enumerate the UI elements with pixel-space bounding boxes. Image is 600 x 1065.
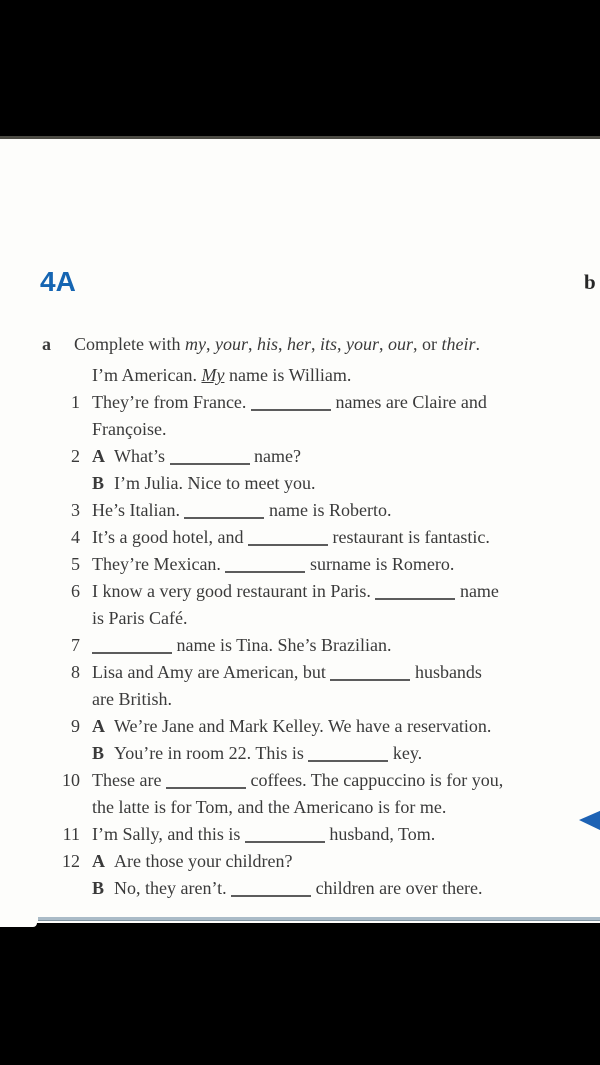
text-segment: husband, Tom. bbox=[324, 824, 436, 844]
text-segment: restaurant is fantastic. bbox=[327, 527, 490, 547]
exercise-line bbox=[40, 686, 588, 713]
exercise-line bbox=[40, 767, 588, 794]
item-text bbox=[92, 767, 503, 794]
text-segment: . bbox=[475, 334, 481, 354]
item-text bbox=[92, 686, 172, 713]
instruction-text bbox=[74, 331, 480, 358]
answer-blank bbox=[170, 452, 250, 465]
speaker-label: A bbox=[92, 716, 105, 736]
prev-arrow-icon[interactable] bbox=[579, 810, 600, 831]
item-number: 11 bbox=[62, 824, 80, 844]
answer-blank bbox=[308, 749, 388, 762]
answer-blank bbox=[251, 398, 331, 411]
item-text bbox=[92, 362, 351, 389]
exercise-a-block bbox=[40, 331, 588, 902]
text-segment: name is William. bbox=[224, 365, 352, 385]
text-segment: It’s a good hotel, and bbox=[92, 527, 248, 547]
text-segment: They’re Mexican. bbox=[92, 554, 226, 574]
answer-blank bbox=[225, 560, 305, 573]
item-text bbox=[92, 470, 315, 497]
page-corner bbox=[0, 923, 37, 927]
text-segment: coffees. The cappuccino is for you, bbox=[245, 770, 504, 790]
adjacent-exercise-label: b bbox=[584, 270, 596, 294]
exercise-line bbox=[40, 659, 588, 686]
text-segment: What’s bbox=[114, 446, 170, 466]
text-segment: I’m Julia. Nice to meet you. bbox=[114, 473, 316, 493]
item-number bbox=[40, 416, 80, 443]
text-segment: husbands bbox=[410, 662, 482, 682]
text-segment: their bbox=[441, 334, 476, 354]
exercise-line bbox=[40, 416, 588, 443]
exercise-line bbox=[40, 389, 588, 416]
speaker-label: B bbox=[92, 473, 105, 493]
exercise-line bbox=[40, 497, 588, 524]
text-segment: are British. bbox=[92, 689, 172, 709]
text-segment: , bbox=[311, 334, 321, 354]
item-text bbox=[92, 605, 187, 632]
item-number bbox=[40, 362, 80, 389]
item-text bbox=[92, 551, 454, 578]
text-segment: surname is Romero. bbox=[305, 554, 455, 574]
item-number: 4 bbox=[71, 527, 80, 547]
item-text bbox=[92, 524, 490, 551]
text-segment: , bbox=[248, 334, 257, 354]
section-heading: 4A bbox=[40, 266, 76, 297]
item-text bbox=[92, 875, 483, 902]
item-number bbox=[40, 470, 80, 497]
text-segment: name? bbox=[249, 446, 301, 466]
exercise-line bbox=[40, 551, 588, 578]
letterbox-bottom-bar bbox=[0, 923, 600, 1065]
item-text bbox=[92, 416, 166, 443]
item-number bbox=[40, 686, 80, 713]
text-segment: children are over there. bbox=[311, 878, 483, 898]
text-segment: key. bbox=[388, 743, 423, 763]
text-segment: , bbox=[379, 334, 389, 354]
text-segment: my bbox=[185, 334, 206, 354]
text-segment: My bbox=[201, 365, 225, 385]
item-text bbox=[92, 659, 482, 686]
exercise-line bbox=[40, 362, 588, 389]
text-segment: , bbox=[278, 334, 288, 354]
item-number bbox=[40, 794, 80, 821]
speaker-label: A bbox=[92, 851, 105, 871]
text-segment: They’re from France. bbox=[92, 392, 251, 412]
item-number: 9 bbox=[71, 716, 80, 736]
speaker-label: B bbox=[92, 878, 105, 898]
answer-blank bbox=[166, 776, 246, 789]
text-segment: name is Roberto. bbox=[264, 500, 392, 520]
exercise-line bbox=[40, 713, 588, 740]
text-segment: These are bbox=[92, 770, 166, 790]
text-segment: our bbox=[388, 334, 414, 354]
item-number: 2 bbox=[71, 446, 80, 466]
item-text bbox=[92, 713, 491, 740]
speaker-label: B bbox=[92, 743, 105, 763]
exercise-rows bbox=[40, 362, 588, 902]
text-segment: Françoise. bbox=[92, 419, 167, 439]
item-text bbox=[92, 497, 391, 524]
text-segment: its bbox=[320, 334, 338, 354]
text-segment: I’m Sally, and this is bbox=[92, 824, 245, 844]
exercise-line bbox=[40, 632, 588, 659]
exercise-line bbox=[40, 443, 588, 470]
exercise-line bbox=[40, 524, 588, 551]
item-number: 5 bbox=[71, 554, 80, 574]
text-segment: your bbox=[215, 334, 248, 354]
item-text bbox=[92, 848, 292, 875]
item-number: 6 bbox=[71, 581, 80, 601]
text-segment: Lisa and Amy are American, but bbox=[92, 662, 331, 682]
exercise-line bbox=[40, 605, 588, 632]
text-segment: name bbox=[455, 581, 499, 601]
item-text bbox=[92, 740, 422, 767]
exercise-line bbox=[40, 848, 588, 875]
item-text bbox=[92, 632, 392, 659]
text-segment: names are Claire and bbox=[330, 392, 487, 412]
item-text bbox=[92, 443, 301, 470]
exercise-line bbox=[40, 740, 588, 767]
item-number: 3 bbox=[71, 500, 80, 520]
text-segment: I know a very good restaurant in Paris. bbox=[92, 581, 376, 601]
answer-blank bbox=[184, 506, 264, 519]
item-number bbox=[40, 605, 80, 632]
item-text bbox=[92, 821, 435, 848]
exercise-line bbox=[40, 578, 588, 605]
item-number bbox=[40, 875, 80, 902]
answer-blank bbox=[92, 641, 172, 654]
text-segment: her bbox=[287, 334, 312, 354]
text-segment: your bbox=[346, 334, 380, 354]
item-number: 1 bbox=[71, 392, 80, 412]
item-text bbox=[92, 578, 499, 605]
text-segment: I’m American. bbox=[92, 365, 202, 385]
item-number: 8 bbox=[71, 662, 80, 682]
text-segment: He’s Italian. bbox=[92, 500, 185, 520]
text-segment: No, they aren’t. bbox=[114, 878, 232, 898]
text-segment: name is Tina. She’s Brazilian. bbox=[172, 635, 392, 655]
text-segment: Complete with bbox=[74, 334, 185, 354]
instruction-line bbox=[40, 331, 588, 358]
item-number: 10 bbox=[62, 770, 80, 790]
answer-blank bbox=[231, 884, 311, 897]
item-text bbox=[92, 794, 446, 821]
text-segment: You’re in room 22. This is bbox=[114, 743, 309, 763]
item-number: 12 bbox=[62, 851, 80, 871]
text-segment: his bbox=[257, 334, 279, 354]
exercise-line bbox=[40, 470, 588, 497]
exercise-line bbox=[40, 821, 588, 848]
answer-blank bbox=[248, 533, 328, 546]
text-segment: is Paris Café. bbox=[92, 608, 188, 628]
exercise-line bbox=[40, 794, 588, 821]
exercise-line bbox=[40, 875, 588, 902]
exercise-letter-label: a bbox=[42, 334, 51, 354]
text-segment: We’re Jane and Mark Kelley. We have a reservation. bbox=[114, 716, 492, 736]
speaker-label: A bbox=[92, 446, 105, 466]
answer-blank bbox=[245, 830, 325, 843]
item-number bbox=[40, 740, 80, 767]
page-bottom-separator bbox=[38, 917, 600, 921]
answer-blank bbox=[375, 587, 455, 600]
answer-blank bbox=[330, 668, 410, 681]
letterbox-top-bar bbox=[0, 0, 600, 139]
item-text bbox=[92, 389, 487, 416]
text-segment: the latte is for Tom, and the Americano is for me. bbox=[92, 797, 447, 817]
item-number: 7 bbox=[71, 635, 80, 655]
text-segment: , or bbox=[413, 334, 442, 354]
text-segment: , bbox=[206, 334, 215, 354]
text-segment: , bbox=[337, 334, 347, 354]
text-segment: Are those your children? bbox=[114, 851, 293, 871]
